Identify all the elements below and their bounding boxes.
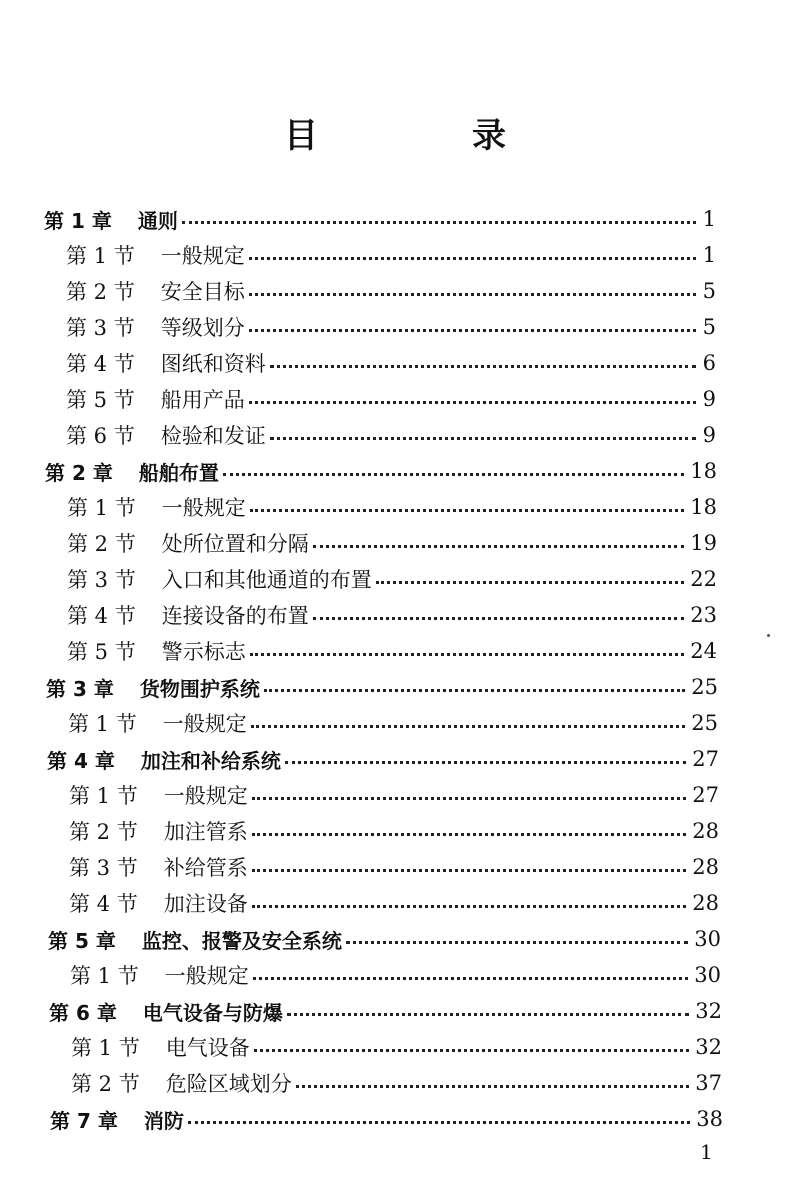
dot-leader (188, 1121, 690, 1124)
page-ref: 38 (696, 1107, 723, 1131)
section-title: 处所位置和分隔 (161, 532, 309, 556)
page-ref: 22 (690, 567, 717, 591)
dot-leader (251, 725, 686, 728)
section-number: 第 1 节 (70, 964, 139, 988)
page-ref: 19 (690, 531, 717, 555)
section-title: 等级划分 (160, 316, 245, 340)
toc-entry-section[interactable] (66, 238, 716, 272)
section-title: 一般规定 (160, 244, 245, 268)
section-title: 安全目标 (160, 280, 245, 304)
dot-leader (270, 437, 696, 440)
toc-entry-section[interactable] (71, 1066, 722, 1100)
section-number: 第 4 节 (66, 352, 135, 376)
chapter-title: 通则 (137, 208, 178, 233)
section-number: 第 1 节 (67, 496, 136, 520)
toc-entry-section[interactable] (66, 310, 716, 344)
toc-entry-section[interactable] (67, 526, 717, 560)
page-ref: 1 (702, 243, 716, 267)
chapter-title: 电气设备与防爆 (142, 1000, 283, 1025)
section-title: 加注管系 (163, 820, 248, 844)
page-ref: 24 (690, 639, 717, 663)
section-number: 第 5 节 (66, 388, 135, 412)
toc-entry-section[interactable] (69, 886, 719, 920)
toc-entry-section[interactable] (68, 706, 718, 740)
chapter-number: 第 2 章 (45, 460, 113, 485)
page-ref: 30 (694, 927, 721, 951)
section-title: 检验和发证 (160, 424, 266, 448)
toc-entry-section[interactable] (67, 562, 717, 596)
section-title: 连接设备的布置 (161, 604, 309, 628)
page-ref: 32 (695, 1035, 722, 1059)
page-ref: 9 (702, 423, 716, 447)
chapter-number: 第 5 章 (48, 928, 116, 953)
page-ref: 27 (692, 783, 719, 807)
section-title: 船用产品 (160, 388, 245, 412)
page-ref: 37 (695, 1071, 722, 1095)
dot-leader (287, 1013, 689, 1016)
dot-leader (252, 905, 687, 908)
dot-leader (313, 617, 685, 620)
dot-leader (182, 221, 696, 224)
toc-entry-chapter-7[interactable] (50, 1102, 723, 1136)
chapter-title: 消防 (143, 1108, 184, 1133)
chapter-number: 第 7 章 (50, 1108, 118, 1133)
dot-leader (270, 365, 696, 368)
dot-leader (249, 329, 696, 332)
page-ref: 1 (702, 207, 716, 231)
section-number: 第 4 节 (69, 892, 138, 916)
dot-leader (249, 293, 696, 296)
page-ref: 23 (690, 603, 717, 627)
section-title: 图纸和资料 (160, 352, 266, 376)
page-ref: 5 (702, 315, 716, 339)
page-ref: 28 (692, 819, 719, 843)
toc-entry-chapter-5[interactable] (48, 922, 721, 956)
toc-entry-section[interactable] (67, 598, 717, 632)
dot-leader (296, 1085, 690, 1088)
toc-entry-section[interactable] (69, 814, 719, 848)
section-number: 第 2 节 (69, 820, 138, 844)
section-number: 第 3 节 (67, 568, 136, 592)
toc-entry-section[interactable] (66, 346, 716, 380)
page-ref: 30 (694, 963, 721, 987)
scan-speck (767, 634, 770, 637)
dot-leader (313, 545, 685, 548)
chapter-title: 船舶布置 (138, 460, 219, 485)
section-title: 一般规定 (162, 712, 247, 736)
page-ref: 18 (690, 495, 717, 519)
dot-leader (285, 761, 686, 764)
toc-entry-chapter-3[interactable] (46, 670, 718, 704)
page-ref: 6 (702, 351, 716, 375)
section-number: 第 2 节 (71, 1072, 140, 1096)
page-ref: 18 (690, 459, 717, 483)
toc-entry-section[interactable] (70, 958, 721, 992)
dot-leader (252, 797, 687, 800)
toc-entry-chapter-6[interactable] (49, 994, 722, 1028)
toc-entry-section[interactable] (69, 778, 719, 812)
section-number: 第 3 节 (66, 316, 135, 340)
chapter-title: 货物围护系统 (139, 676, 260, 701)
dot-leader (249, 257, 696, 260)
toc-entry-chapter-2[interactable] (45, 454, 717, 488)
section-number: 第 1 节 (66, 244, 135, 268)
page-ref: 25 (691, 675, 718, 699)
chapter-title: 监控、报警及安全系统 (141, 928, 342, 953)
page-ref: 5 (702, 279, 716, 303)
page-ref: 9 (702, 387, 716, 411)
toc-entry-chapter-1[interactable] (44, 202, 716, 236)
dot-leader (252, 833, 687, 836)
section-title: 电气设备 (165, 1036, 250, 1060)
page-ref: 27 (692, 747, 719, 771)
section-title: 一般规定 (164, 964, 249, 988)
section-number: 第 3 节 (69, 856, 138, 880)
section-title: 一般规定 (161, 496, 246, 520)
page-number: 1 (700, 1140, 713, 1164)
toc-entry-section[interactable] (71, 1030, 722, 1064)
page-title: 目 录 (284, 116, 566, 156)
page-ref: 32 (695, 999, 722, 1023)
toc-entry-section[interactable] (67, 490, 717, 524)
chapter-number: 第 4 章 (47, 748, 115, 773)
section-number: 第 2 节 (67, 532, 136, 556)
chapter-number: 第 3 章 (46, 676, 114, 701)
dot-leader (253, 977, 689, 980)
section-number: 第 1 节 (69, 784, 138, 808)
section-number: 第 1 节 (71, 1036, 140, 1060)
page-ref: 28 (692, 891, 719, 915)
page-ref: 25 (691, 711, 718, 735)
section-number: 第 2 节 (66, 280, 135, 304)
section-number: 第 1 节 (68, 712, 137, 736)
dot-leader (249, 401, 696, 404)
toc-entry-section[interactable] (66, 418, 716, 452)
section-title: 警示标志 (161, 640, 246, 664)
dot-leader (264, 689, 685, 692)
dot-leader (250, 653, 685, 656)
toc-entry-section[interactable] (66, 382, 716, 416)
dot-leader (346, 941, 688, 944)
section-number: 第 5 节 (67, 640, 136, 664)
dot-leader (223, 473, 684, 476)
dot-leader (254, 1049, 690, 1052)
toc-entry-section[interactable] (66, 274, 716, 308)
section-title: 危险区域划分 (165, 1072, 292, 1096)
section-number: 第 6 节 (66, 424, 135, 448)
section-title: 补给管系 (163, 856, 248, 880)
section-number: 第 4 节 (67, 604, 136, 628)
chapter-number: 第 6 章 (49, 1000, 117, 1025)
toc-entry-section[interactable] (69, 850, 719, 884)
section-title: 一般规定 (163, 784, 248, 808)
dot-leader (376, 581, 685, 584)
section-title: 入口和其他通道的布置 (161, 568, 372, 592)
dot-leader (250, 509, 685, 512)
page-ref: 28 (692, 855, 719, 879)
section-title: 加注设备 (163, 892, 248, 916)
toc-entry-section[interactable] (67, 634, 717, 668)
toc-entry-chapter-4[interactable] (47, 742, 719, 776)
chapter-number: 第 1 章 (44, 208, 112, 233)
dot-leader (252, 869, 687, 872)
chapter-title: 加注和补给系统 (140, 748, 281, 773)
